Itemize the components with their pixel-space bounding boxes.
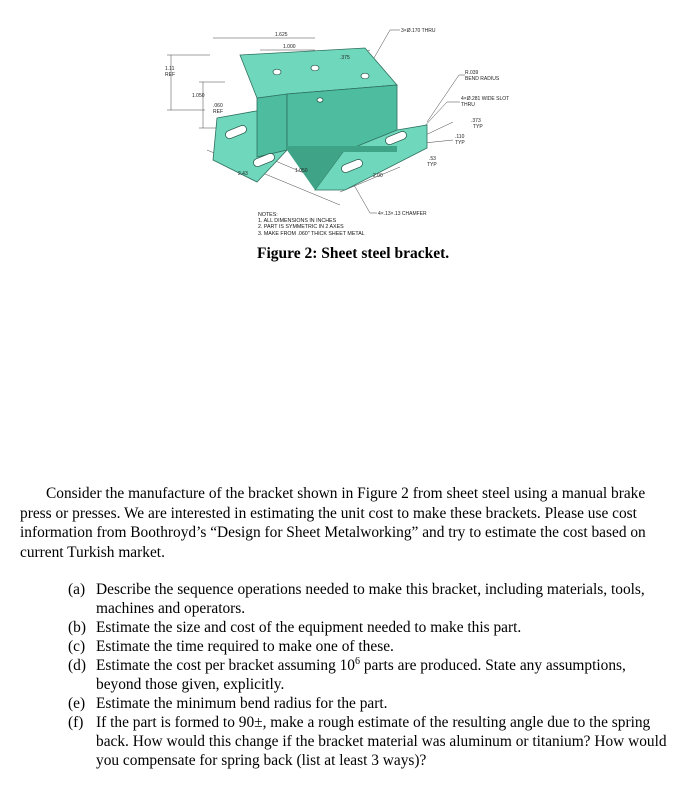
- note-item: 2. PART IS SYMMETRIC IN 2 AXES: [258, 224, 344, 231]
- dim-111: 1.11: [165, 66, 175, 72]
- question-item: [68, 656, 668, 694]
- question-item: [68, 694, 668, 713]
- top-hole: [361, 73, 369, 79]
- left-wall-face: [257, 90, 287, 157]
- dim-ref: REF: [165, 72, 175, 78]
- top-hole: [311, 65, 319, 71]
- dim-holes-top: 3×Ø.170 THRU: [401, 28, 436, 34]
- top-hole: [273, 69, 281, 75]
- question-item: [68, 618, 668, 637]
- question-label: (e): [68, 695, 86, 712]
- question-text: Estimate the time required to make one of these.: [96, 638, 394, 655]
- dim-bend-radius-val: R.039: [465, 70, 479, 76]
- dim-slot-label: 4×Ø.281 WIDE SLOT: [461, 96, 510, 102]
- question-label: (c): [68, 638, 86, 655]
- question-text: If the part is formed to 90±, make a rough estimate of the resulting angle due to the spring back. How would this change if the bracket material was aluminum or titanium? How would you compensate for spring back (list at least 3 ways)?: [96, 714, 667, 769]
- dim-typ1: TYP: [427, 162, 437, 168]
- dim-375: .375: [340, 55, 350, 61]
- dim-060: .060: [213, 103, 223, 109]
- dim-bend-radius-label: BEND RADIUS: [465, 76, 500, 82]
- question-item: [68, 580, 668, 618]
- figure-caption: Figure 2: Sheet steel bracket.: [257, 245, 450, 262]
- drawing-notes: [258, 212, 365, 237]
- question-list: [68, 580, 668, 770]
- dim-1625: 1.625: [275, 32, 288, 38]
- question-label: (d): [68, 657, 86, 674]
- question-label: (b): [68, 619, 86, 636]
- dim-243: 2.43: [238, 171, 248, 177]
- note-item: 3. MAKE FROM .060" THICK SHEET METAL: [258, 230, 365, 237]
- dim-typ3: TYP: [455, 140, 465, 146]
- question-label: (a): [68, 581, 86, 598]
- dim-110: .110: [455, 134, 465, 140]
- dim-slot-thru: THRU: [461, 102, 475, 108]
- intro-paragraph: [20, 484, 668, 562]
- dim-chamfer: 4×.13×.13 CHAMFER: [378, 211, 427, 217]
- notes-title: NOTES:: [258, 212, 278, 218]
- dim-ref2: REF: [213, 109, 223, 115]
- question-text: Estimate the minimum bend radius for the part.: [96, 695, 388, 712]
- dim-053: .53: [429, 156, 436, 162]
- exponent: 6: [355, 655, 361, 667]
- question-item: [68, 713, 668, 770]
- question-text: Estimate the size and cost of the equipment needed to make this part.: [96, 619, 522, 636]
- question-item: [68, 637, 668, 656]
- dim-1050-left: 1.050: [192, 93, 205, 99]
- question-label: (f): [68, 714, 84, 731]
- intro-text: Consider the manufacture of the bracket shown in Figure 2 from sheet steel using a manual brake press or presses. We are interested in estimating the unit cost to make these brackets. Please use cost information from Boothroyd’s “Design for Sheet Metalworking” and try to estimate the cost based on current Turkish market.: [20, 485, 646, 561]
- question-text-before: Estimate the cost per bracket assuming 10: [96, 657, 356, 674]
- question-text-after: parts are produced. State any assumptions, beyond those given, explicitly.: [96, 657, 626, 693]
- bracket-body: [213, 48, 427, 190]
- dim-1050-bottom: 1.050: [295, 168, 308, 174]
- dim-typ2: TYP: [473, 124, 483, 130]
- question-text: Describe the sequence operations needed to make this bracket, including materials, tools, machines and operators.: [96, 581, 645, 617]
- dim-373: .373: [471, 118, 481, 124]
- dim-1000: 1.000: [283, 44, 296, 50]
- wall-hole: [317, 98, 323, 102]
- dim-200: 2.00: [373, 173, 383, 179]
- note-item: 1. ALL DIMENSIONS IN INCHES: [258, 218, 337, 225]
